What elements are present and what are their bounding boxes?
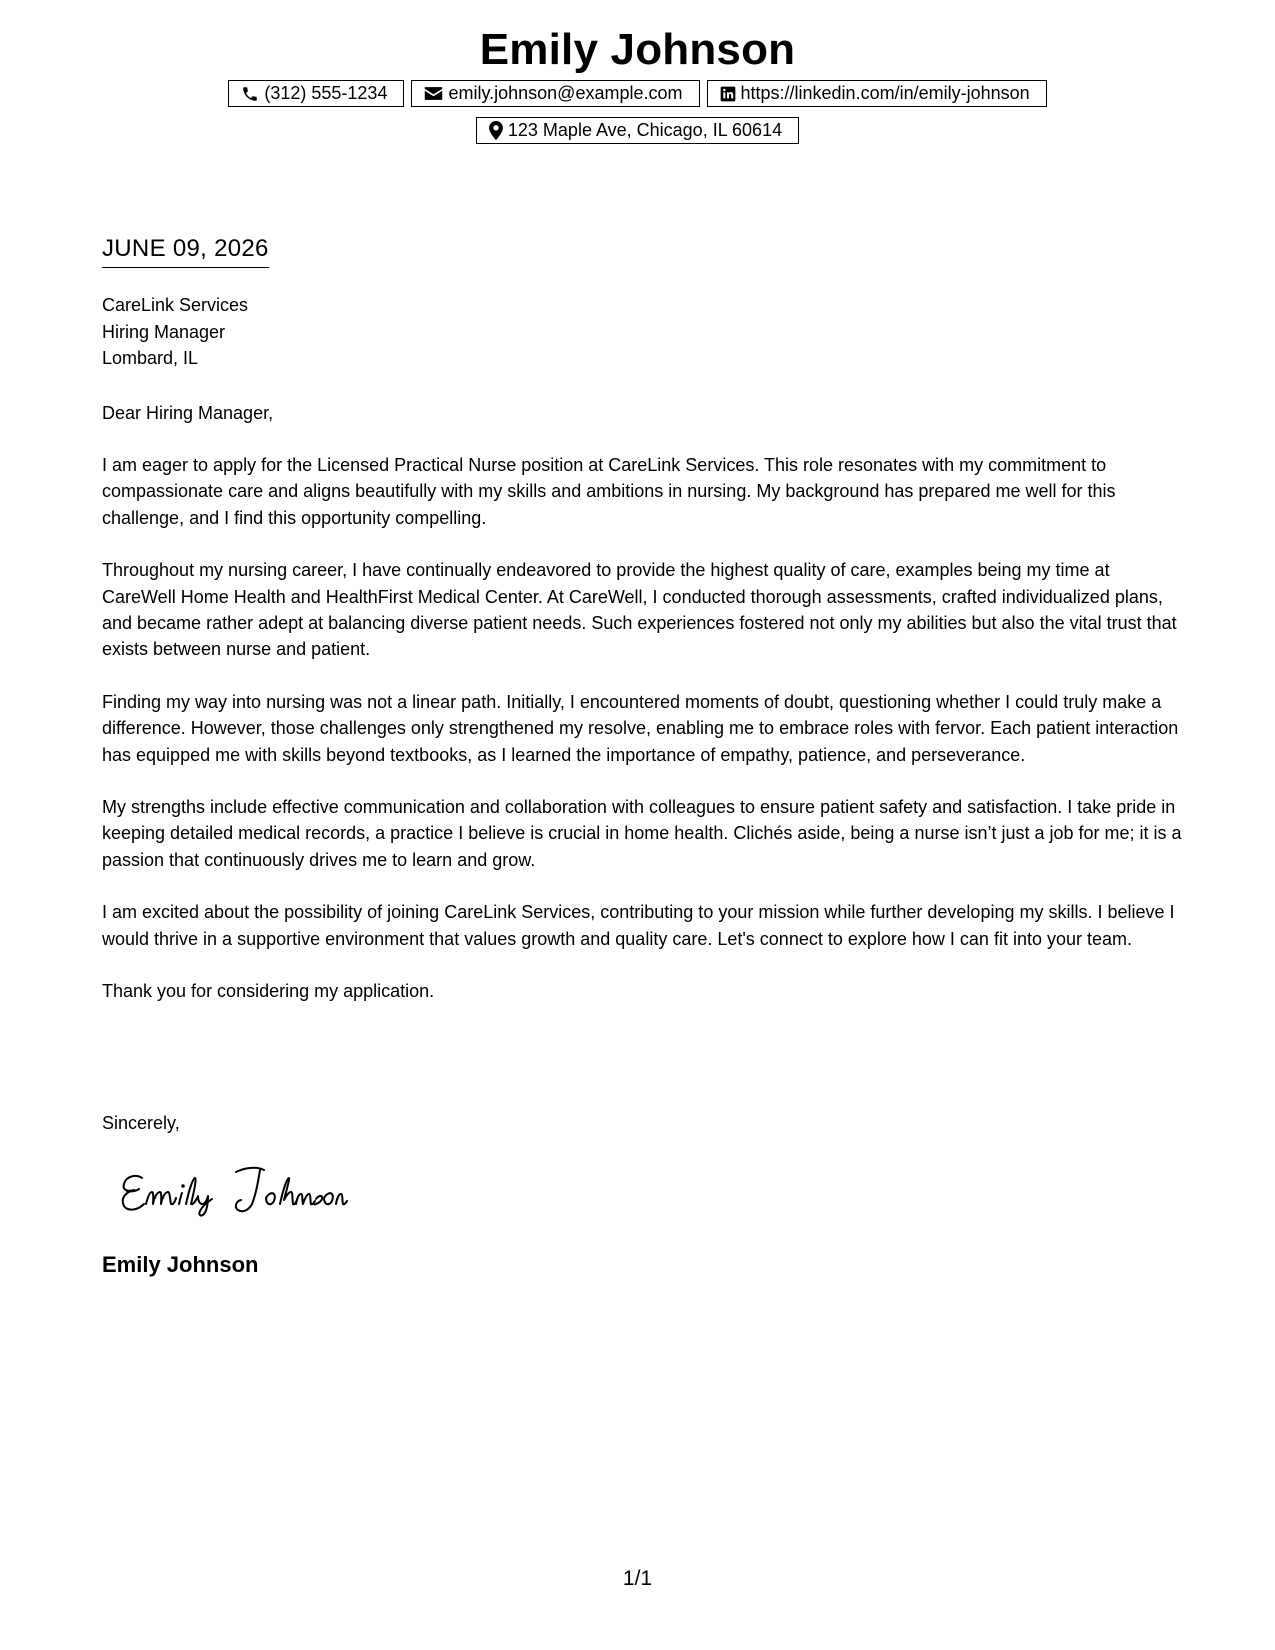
linkedin-icon <box>720 86 736 102</box>
body-paragraph: I am eager to apply for the Licensed Practical Nurse position at CareLink Services. This role resonates with my commitment to compassionate care and aligns beautifully with my skills and ambitions in nursing. My background has prepared me well for this challenge, and I find this opportunity compelling. <box>102 455 1116 528</box>
email-contact <box>411 80 699 107</box>
body-paragraph: Finding my way into nursing was not a linear path. Initially, I encountered moments of doubt, questioning whether I could truly make a difference. However, those challenges only strengthened my resolve, enabling me to embrace roles with fervor. Each patient interaction has equipped me with skills beyond textbooks, as I learned the importance of empathy, patience, and perseverance. <box>102 691 1179 765</box>
phone-text: (312) 555-1234 <box>264 83 388 103</box>
body-paragraph: Throughout my nursing career, I have continually endeavored to provide the highest quality of care, examples being my time at CareWell Home Health and HealthFirst Medical Center. At CareWell, I conducted thorough assessments, crafted individualized plans, and became rather adept at balancing diverse patient needs. Such experiences fostered not only my abilities but also the vital trust that exists between nurse and patient. <box>102 560 1177 660</box>
body-paragraph: I am excited about the possibility of joining CareLink Services, contributing to your mission while further developing my skills. I believe I would thrive in a supportive environment that values growth and quality care. Let's connect to explore how I can fit into your team. <box>102 902 1175 949</box>
page-indicator: 1/1 <box>622 1567 653 1590</box>
recipient-block <box>102 292 248 372</box>
applicant-name-heading: Emily Johnson <box>479 25 796 74</box>
recipient-company: CareLink Services <box>102 295 249 315</box>
letter-date: JUNE 09, 2026 <box>102 233 269 268</box>
phone-icon <box>241 85 259 103</box>
closing-line: Sincerely, <box>102 1113 180 1133</box>
linkedin-contact <box>707 80 1047 107</box>
recipient-title: Hiring Manager <box>102 321 226 342</box>
email-text: emily.johnson@example.com <box>448 83 683 103</box>
signer-name: Emily Johnson <box>102 1252 259 1277</box>
envelope-icon <box>424 86 443 101</box>
handwritten-signature <box>118 1160 348 1220</box>
body-paragraph: My strengths include effective communication and collaboration with colleagues to ensure patient safety and satisfaction. I take pride in keeping detailed medical records, a practice I believe is crucial in home health. Clichés aside, being a nurse isn’t just a job for me; it is a passion that continuously drives me to learn and grow. <box>102 797 1182 870</box>
phone-contact <box>228 80 404 107</box>
body-paragraph: Thank you for considering my application. <box>102 981 435 1002</box>
address-contact <box>476 117 799 144</box>
recipient-location: Lombard, IL <box>102 348 199 368</box>
address-row <box>0 117 1275 144</box>
salutation: Dear Hiring Manager, <box>102 403 274 423</box>
letter-body <box>102 452 1182 1031</box>
address-text: 123 Maple Ave, Chicago, IL 60614 <box>507 120 783 140</box>
contact-info-row <box>0 80 1275 107</box>
map-marker-icon <box>489 121 503 140</box>
linkedin-url-text: https://linkedin.com/in/emily-johnson <box>740 83 1030 103</box>
